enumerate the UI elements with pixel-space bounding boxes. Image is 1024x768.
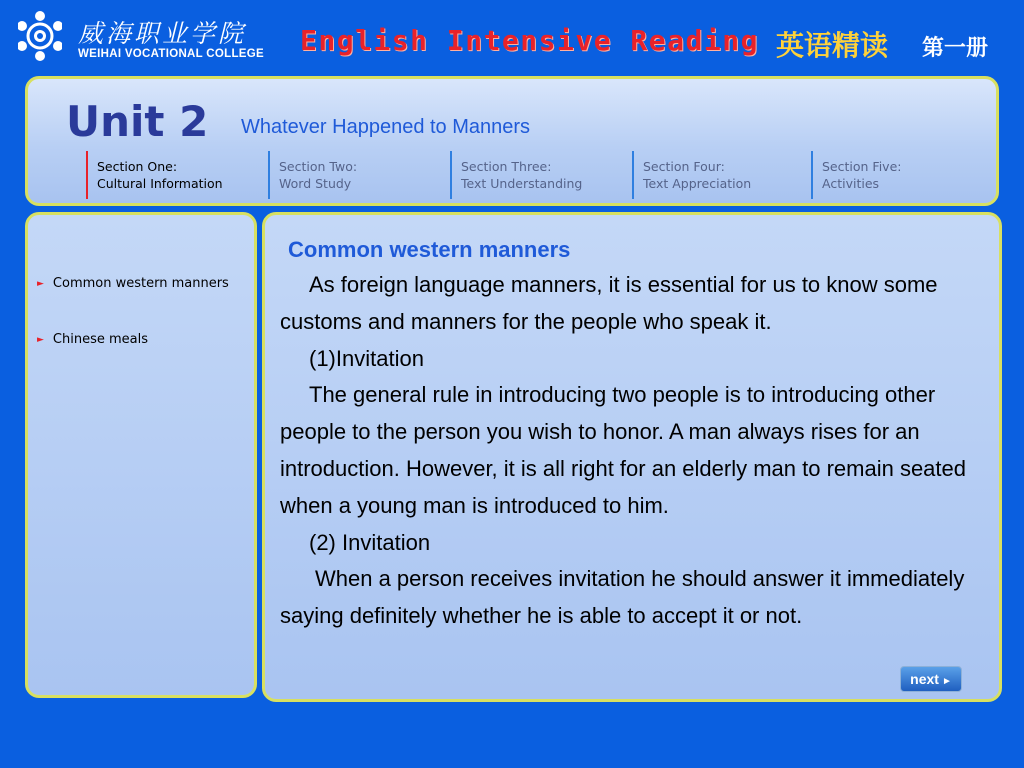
triangle-right-icon: ► — [37, 279, 44, 289]
section-tab-number: Section Two: — [279, 159, 358, 174]
book-title: 英语精读 — [776, 29, 889, 62]
section-tab-label: Word Study — [279, 176, 352, 191]
next-button-label: next — [910, 671, 939, 687]
content-paragraph: (1)Invitation — [309, 345, 424, 371]
college-emblem-icon — [18, 10, 62, 62]
section-nav — [86, 151, 986, 199]
section-tab-label: Text Understanding — [461, 176, 583, 191]
college-name-chinese: 威海职业学院 — [78, 19, 247, 48]
sidebar-item-label: Chinese meals — [52, 332, 149, 347]
sidebar-item-label: Common western manners — [52, 276, 229, 291]
course-title: English Intensive Reading — [300, 24, 759, 57]
section-tab-two[interactable] — [268, 151, 357, 199]
content-panel — [262, 212, 1002, 702]
next-button[interactable] — [900, 666, 962, 692]
unit-title: Unit 2 — [66, 97, 209, 146]
section-tab-three[interactable] — [450, 151, 582, 199]
section-tab-one[interactable] — [86, 151, 223, 199]
triangle-right-icon: ► — [37, 335, 44, 345]
book-volume: 第一册 — [922, 36, 989, 61]
header — [0, 0, 1024, 70]
topic-sidebar — [25, 212, 257, 698]
section-tab-four[interactable] — [632, 151, 751, 199]
play-arrow-icon: ► — [941, 676, 952, 687]
section-tab-number: Section Three: — [461, 159, 552, 174]
section-tab-five[interactable] — [811, 151, 901, 199]
section-tab-number: Section Five: — [822, 159, 902, 174]
section-tab-label: Cultural Information — [97, 176, 223, 191]
section-tab-label: Text Appreciation — [643, 176, 752, 191]
content-heading: Common western manners — [288, 237, 571, 262]
content-paragraph: (2) Invitation — [309, 529, 431, 555]
content-paragraph: When a person receives invitation he should answer it immediately saying definitely whether he is able to accept it or not. — [280, 566, 965, 629]
section-tab-number: Section One: — [97, 159, 178, 174]
content-body — [280, 267, 992, 635]
college-name-english: WEIHAI VOCATIONAL COLLEGE — [78, 48, 264, 60]
unit-panel — [25, 76, 999, 206]
unit-subtitle: Whatever Happened to Manners — [241, 116, 531, 138]
section-tab-number: Section Four: — [643, 159, 725, 174]
section-tab-label: Activities — [822, 176, 880, 191]
sidebar-item-common-western-manners[interactable] — [37, 276, 229, 291]
sidebar-item-chinese-meals[interactable] — [37, 332, 148, 347]
content-paragraph: As foreign language manners, it is essential for us to know some customs and manners for the people who speak it. — [280, 272, 938, 334]
content-paragraph: The general rule in introducing two people is to introducing other people to the person you wish to honor. A man always rises for an introduction. However, it is all right for an elderly man to remain seated when a young man is introduced to him. — [280, 382, 966, 518]
